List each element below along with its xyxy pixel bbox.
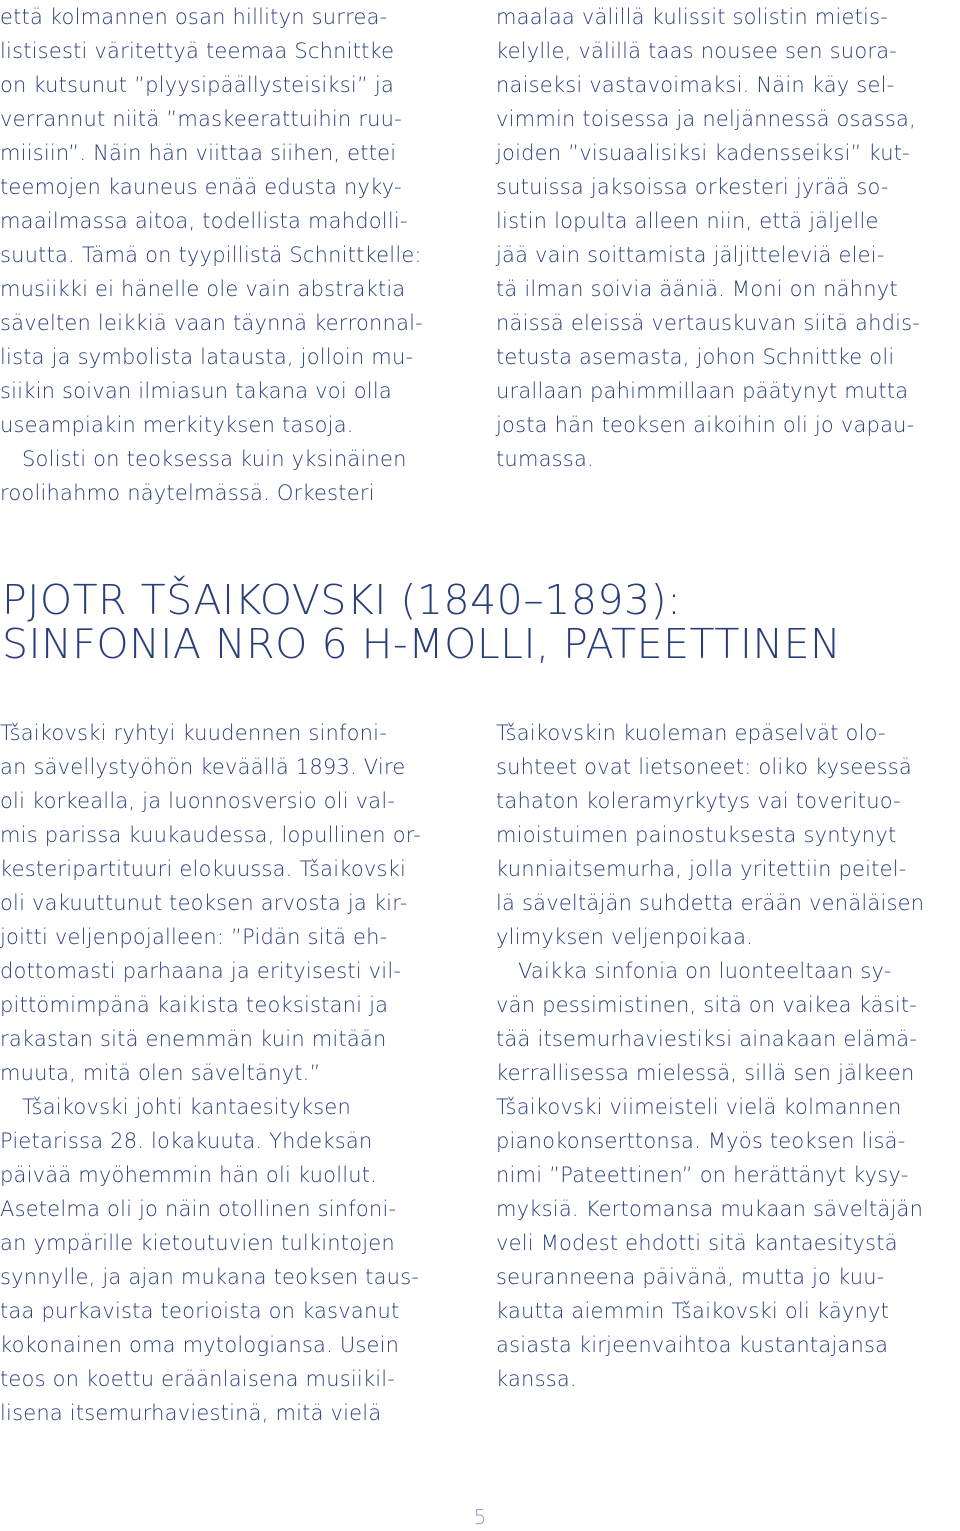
- section-heading: PJOTR TŠAIKOVSKI (1840–1893): SINFONIA NRO 6 H-MOLLI, PATEETTINEN: [2, 576, 842, 668]
- text-column-top-right: [496, 0, 956, 476]
- paragraph: että kolmannen osan hillityn surrea- listisesti väritettyä teemaa Schnittke on kutsunut ”plyysipäällysteisiksi” ja verrannut niitä ”maskeerattuihin ruu- miisiin”. Näin hän viittaa siihen, ettei teemojen kauneus enää edusta nyky- maailmassa aitoa, todellista mahdolli- suutta. Tämä on tyypillistä Schnittkelle: musiikki ei hänelle ole vain abstraktia sävelten leikkiä vaan täynnä kerronnal- lista ja symbolista latausta, jolloin mu- siikin soivan ilmiasun takana voi olla useampiakin merkityksen tasoja.: [0, 5, 423, 437]
- page-number: 5: [473, 1505, 487, 1529]
- text-column-top-left: [0, 0, 463, 510]
- paragraph: maalaa välillä kulissit solistin mietis- kelylle, välillä taas nousee sen suora- naiseksi vastavoimaksi. Näin käy sel- vimmin toisessa ja neljännessä osassa, joiden ”visuaalisiksi kadensseiksi” kut- sutuissa jaksoissa orkesteri jyrää so- listin lopulta alleen niin, että jäljelle jää vain soittamista jäljitteleviä elei- tä ilman soivia ääniä. Moni on nähnyt näissä eleissä vertauskuvan siitä ahdis- tetusta asemasta, johon Schnittke oli urallaan pahimmillaan päätynyt mutta josta hän teoksen aikoihin oli jo vapau- tumassa.: [496, 5, 921, 471]
- paragraph: Solisti on teoksessa kuin yksinäinen roolihahmo näytelmässä. Orkesteri: [0, 447, 407, 505]
- paragraph: Tšaikovski johti kantaesityksen Pietarissa 28. lokakuuta. Yhdeksän päivää myöhemmin hän oli kuollut. Asetelma oli jo näin otollinen sinfoni- an ympärille kietoutuvien tulkintojen synnylle, ja ajan mukana teoksen taus- taa purkavista teorioista on kasvanut kokonainen oma mytologiansa. Usein teos on koettu eräänlaisena musiikil- lisena itsemurhaviestinä, mitä vielä: [0, 1095, 420, 1425]
- text-column-bottom-right: [496, 716, 956, 1396]
- paragraph: Tšaikovski ryhtyi kuudennen sinfoni- an sävellystyöhön keväällä 1893. Vire oli korkealla, ja luonnosversio oli val- mis parissa kuukaudessa, lopullinen or- kesteripartituuri elokuussa. Tšaikovski oli vakuuttunut teoksen arvosta ja kir- joitti veljenpojalleen: ”Pidän sitä eh- dottomasti parhaana ja erityisesti vil- pittömimpänä kaikista teoksistani ja rakastan sitä enemmän kuin mitään muuta, mitä olen säveltänyt.”: [0, 721, 422, 1085]
- text-column-bottom-left: [0, 716, 463, 1430]
- paragraph: Tšaikovskin kuoleman epäselvät olo- suhteet ovat lietsoneet: oliko kyseessä tahaton koleramyrkytys vai toverituo- mioistuimen painostuksesta syntynyt kunniaitsemurha, jolla yritettiin peitel- lä säveltäjän suhdetta erään venäläisen ylimyksen veljenpoikaa.: [496, 721, 925, 949]
- paragraph: Vaikka sinfonia on luonteeltaan sy- vän pessimistinen, sitä on vaikea käsit- tää itsemurhaviestiksi ainakaan elämä- kerrallisessa mielessä, sillä sen jälkeen Tšaikovski viimeisteli vielä kolmannen pianokonserttonsa. Myös teoksen lisä- nimi ”Pateettinen” on herättänyt kysy- myksiä. Kertomansa mukaan säveltäjän veli Modest ehdotti sitä kantaesitystä seuranneena päivänä, mutta jo kuu- kautta aiemmin Tšaikovski oli käynyt asiasta kirjeenvaihtoa kustantajansa kanssa.: [496, 959, 924, 1391]
